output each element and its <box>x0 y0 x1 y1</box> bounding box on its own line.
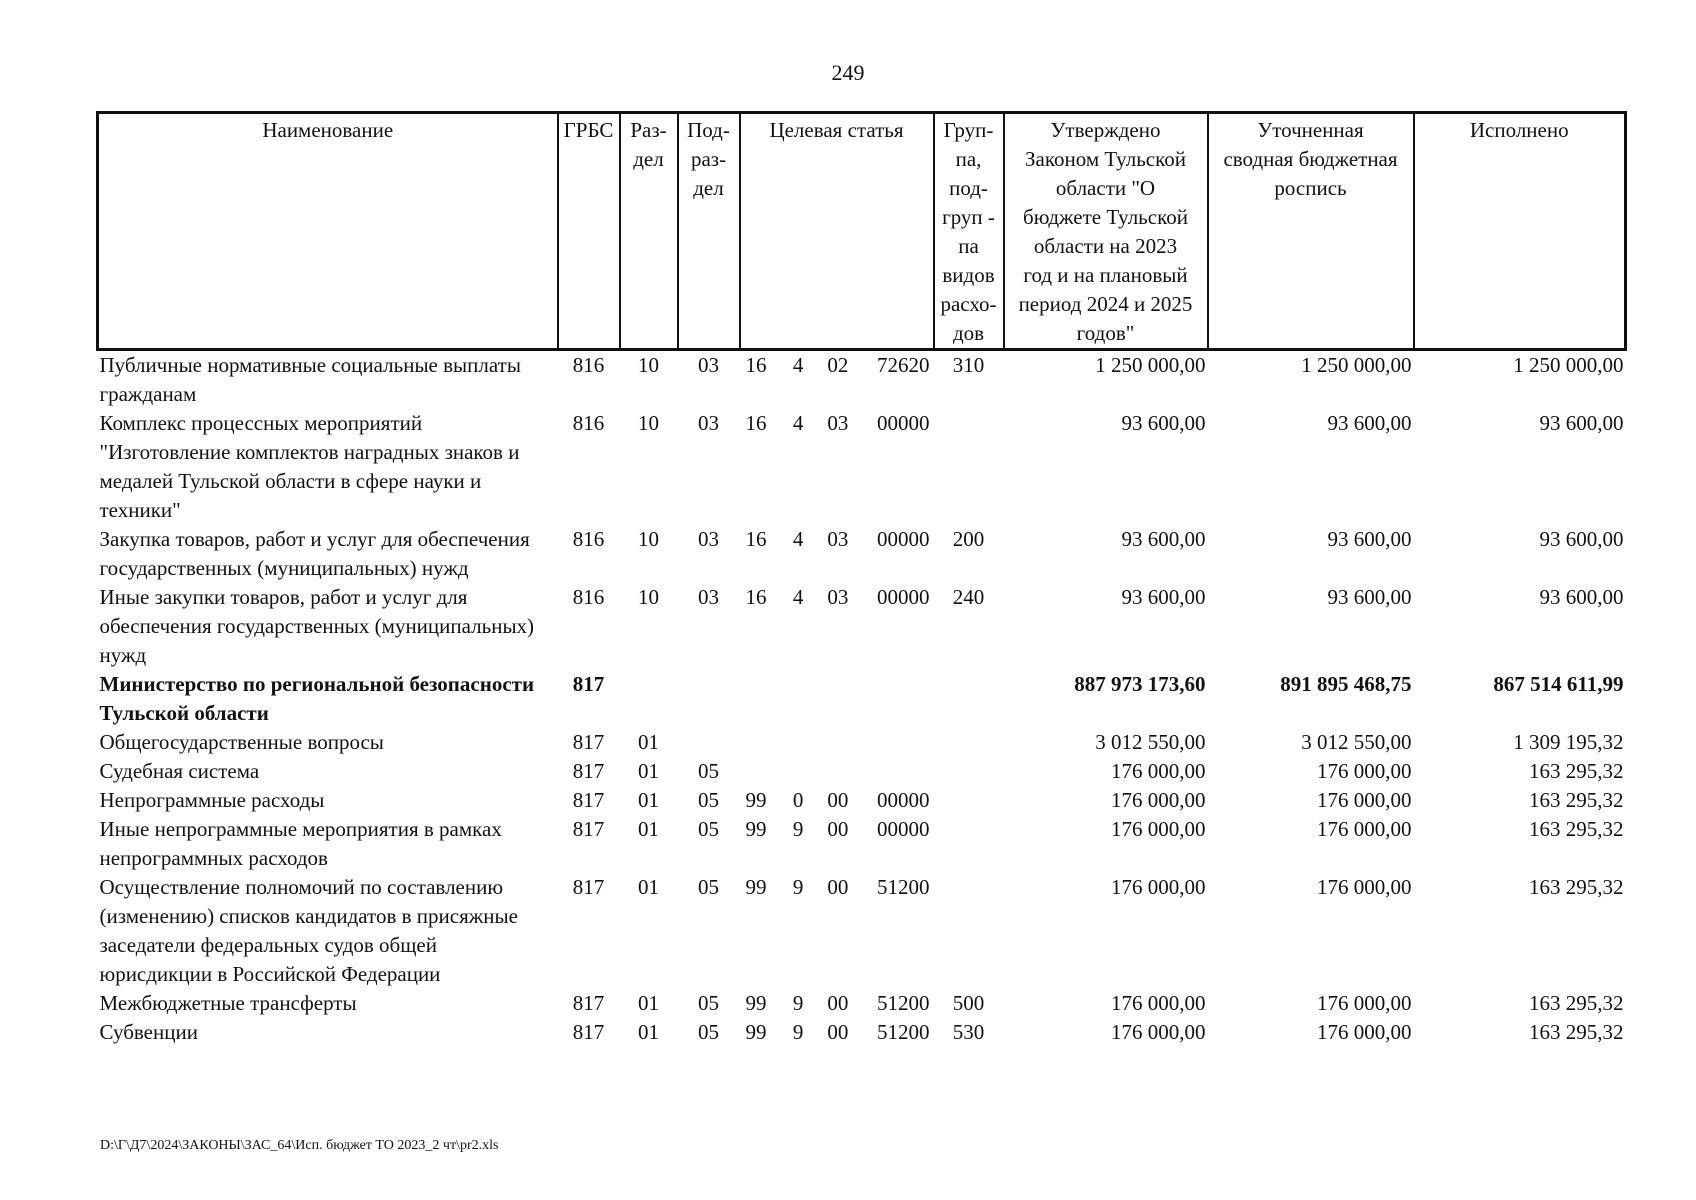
celevaya-statya-part: 51200 <box>876 991 930 1015</box>
budget-execution-table <box>96 111 1627 1047</box>
table-row <box>98 786 1626 815</box>
cell-razdel: 01 <box>638 1020 659 1044</box>
header-utverzhdeno: Утверждено Законом Тульской области "О бюджете Тульской области на 2023 год и на плановый период 2024 и 2025 годов" <box>1004 113 1208 350</box>
cell-razdel: 10 <box>638 353 659 377</box>
cell-utverzhdeno: 176 000,00 <box>1111 1020 1206 1044</box>
cell-celevaya-statya <box>740 409 934 525</box>
cell-razdel: 10 <box>638 527 659 551</box>
cell-podrazdel: 05 <box>698 1020 719 1044</box>
celevaya-statya-part: 00 <box>827 991 849 1015</box>
header-gruppa-vidov-rashodov: Груп- па, под- груп - па видов расхо- дов <box>934 113 1004 350</box>
header-utochnennaya-rospis: Уточненная сводная бюджетная роспись <box>1208 113 1414 350</box>
celevaya-statya-part: 03 <box>827 527 849 551</box>
cell-grbs: 816 <box>572 585 605 609</box>
cell-utverzhdeno: 93 600,00 <box>1121 411 1206 435</box>
cell-gruppa <box>934 670 1004 728</box>
cell-razdel: 01 <box>638 875 659 899</box>
cell-name: Общегосударственные вопросы <box>99 730 384 754</box>
cell-ispolneno: 163 295,32 <box>1529 788 1624 812</box>
cell-utverzhdeno: 176 000,00 <box>1111 991 1206 1015</box>
cell-utverzhdeno: 1 250 000,00 <box>1095 353 1206 377</box>
table-row <box>98 350 1626 410</box>
cell-utochnennaya: 176 000,00 <box>1317 759 1412 783</box>
header-podrazdel: Под- раз- дел <box>678 113 740 350</box>
celevaya-statya-part: 02 <box>827 353 849 377</box>
table-row <box>98 757 1626 786</box>
cell-grbs: 817 <box>572 788 605 812</box>
cell-ispolneno: 93 600,00 <box>1539 527 1624 551</box>
cell-celevaya-statya <box>740 350 934 410</box>
cell-grbs: 817 <box>572 875 605 899</box>
cell-razdel: 10 <box>638 585 659 609</box>
table-row <box>98 525 1626 583</box>
cell-podrazdel: 03 <box>698 353 719 377</box>
header-name: Наименование <box>98 113 558 350</box>
cell-ispolneno: 163 295,32 <box>1529 817 1624 841</box>
cell-name: Межбюджетные трансферты <box>99 991 357 1015</box>
file-path-footer: D:\Г\Д7\2024\ЗАКОНЫ\ЗАС_64\Исп. бюджет ТО 2023_2 чт\pr2.xls <box>100 1138 499 1153</box>
table-row <box>98 1018 1626 1047</box>
cell-ispolneno: 93 600,00 <box>1539 585 1624 609</box>
cell-name: Иные непрограммные мероприятия в рамках непрограммных расходов <box>99 817 502 870</box>
cell-gruppa: 200 <box>952 527 985 551</box>
header-razdel: Раз- дел <box>620 113 678 350</box>
cell-razdel: 01 <box>638 730 659 754</box>
cell-podrazdel: 05 <box>698 817 719 841</box>
cell-ispolneno: 163 295,32 <box>1529 875 1624 899</box>
page-number: 249 <box>831 60 865 85</box>
celevaya-statya-part: 72620 <box>876 353 930 377</box>
celevaya-statya-part: 16 <box>745 585 767 609</box>
cell-utochnennaya: 1 250 000,00 <box>1301 353 1412 377</box>
cell-celevaya-statya <box>740 757 934 786</box>
cell-gruppa <box>934 409 1004 525</box>
cell-utochnennaya: 176 000,00 <box>1317 991 1412 1015</box>
cell-grbs: 817 <box>572 1020 605 1044</box>
cell-podrazdel: 03 <box>698 411 719 435</box>
celevaya-statya-part: 00 <box>827 1020 849 1044</box>
table-header <box>98 113 1626 350</box>
cell-name: Комплекс процессных мероприятий "Изготовление комплектов наградных знаков и медалей Тульской области в сфере науки и техники" <box>99 411 520 522</box>
cell-podrazdel: 05 <box>698 788 719 812</box>
cell-utochnennaya: 93 600,00 <box>1327 585 1412 609</box>
table-row <box>98 670 1626 728</box>
table-body <box>98 350 1626 1048</box>
cell-celevaya-statya <box>740 670 934 728</box>
cell-utverzhdeno: 176 000,00 <box>1111 817 1206 841</box>
cell-celevaya-statya <box>740 786 934 815</box>
cell-name: Иные закупки товаров, работ и услуг для обеспечения государственных (муниципальных) нужд <box>99 585 535 667</box>
celevaya-statya-part: 03 <box>827 585 849 609</box>
cell-gruppa <box>934 786 1004 815</box>
table-row <box>98 815 1626 873</box>
celevaya-statya-part: 00000 <box>876 527 930 551</box>
cell-gruppa: 500 <box>952 991 985 1015</box>
cell-celevaya-statya <box>740 525 934 583</box>
cell-podrazdel: 05 <box>698 991 719 1015</box>
header-grbs: ГРБС <box>558 113 620 350</box>
celevaya-statya-part: 99 <box>745 875 767 899</box>
cell-utochnennaya: 176 000,00 <box>1317 1020 1412 1044</box>
celevaya-statya-part: 99 <box>745 1020 767 1044</box>
cell-celevaya-statya <box>740 873 934 989</box>
cell-utverzhdeno: 887 973 173,60 <box>1074 672 1206 696</box>
cell-celevaya-statya <box>740 583 934 670</box>
cell-utverzhdeno: 176 000,00 <box>1111 759 1206 783</box>
celevaya-statya-part: 99 <box>745 817 767 841</box>
cell-gruppa: 530 <box>952 1020 985 1044</box>
celevaya-statya-part: 51200 <box>876 1020 930 1044</box>
cell-name: Непрограммные расходы <box>99 788 325 812</box>
cell-ispolneno: 93 600,00 <box>1539 411 1624 435</box>
table-row <box>98 409 1626 525</box>
cell-name: Публичные нормативные социальные выплаты гражданам <box>99 353 521 406</box>
cell-gruppa: 310 <box>952 353 985 377</box>
celevaya-statya-part: 4 <box>792 411 804 435</box>
cell-podrazdel: 05 <box>698 875 719 899</box>
cell-celevaya-statya <box>740 1018 934 1047</box>
cell-ispolneno: 163 295,32 <box>1529 1020 1624 1044</box>
cell-celevaya-statya <box>740 728 934 757</box>
celevaya-statya-part: 00000 <box>876 411 930 435</box>
cell-utochnennaya: 891 895 468,75 <box>1280 672 1412 696</box>
cell-podrazdel <box>678 728 740 757</box>
celevaya-statya-part: 00000 <box>876 788 930 812</box>
cell-utochnennaya: 93 600,00 <box>1327 527 1412 551</box>
cell-utverzhdeno: 176 000,00 <box>1111 788 1206 812</box>
cell-razdel: 01 <box>638 817 659 841</box>
celevaya-statya-part: 9 <box>792 875 804 899</box>
cell-gruppa <box>934 873 1004 989</box>
cell-ispolneno: 163 295,32 <box>1529 991 1624 1015</box>
cell-grbs: 816 <box>572 353 605 377</box>
cell-utverzhdeno: 3 012 550,00 <box>1095 730 1206 754</box>
cell-ispolneno: 1 309 195,32 <box>1513 730 1624 754</box>
celevaya-statya-part: 00 <box>827 788 849 812</box>
cell-name: Субвенции <box>99 1020 198 1044</box>
cell-ispolneno: 163 295,32 <box>1529 759 1624 783</box>
celevaya-statya-part: 0 <box>792 788 804 812</box>
cell-utochnennaya: 176 000,00 <box>1317 788 1412 812</box>
celevaya-statya-part: 00000 <box>876 817 930 841</box>
cell-name: Министерство по региональной безопасности Тульской области <box>99 672 535 725</box>
cell-podrazdel: 03 <box>698 527 719 551</box>
cell-utochnennaya: 176 000,00 <box>1317 817 1412 841</box>
celevaya-statya-part: 99 <box>745 991 767 1015</box>
cell-grbs: 817 <box>572 991 605 1015</box>
cell-gruppa: 240 <box>952 585 985 609</box>
celevaya-statya-part: 9 <box>792 991 804 1015</box>
cell-podrazdel: 05 <box>698 759 719 783</box>
cell-name: Закупка товаров, работ и услуг для обеспечения государственных (муниципальных) нужд <box>99 527 530 580</box>
table-row <box>98 728 1626 757</box>
table-row <box>98 873 1626 989</box>
cell-name: Осуществление полномочий по составлению (изменению) списков кандидатов в присяжные заседатели федеральных судов общей юрисдикции в Российской Федерации <box>99 875 518 986</box>
celevaya-statya-part: 03 <box>827 411 849 435</box>
celevaya-statya-part: 99 <box>745 788 767 812</box>
cell-utochnennaya: 176 000,00 <box>1317 875 1412 899</box>
cell-gruppa <box>934 757 1004 786</box>
celevaya-statya-part: 16 <box>745 353 767 377</box>
celevaya-statya-part: 51200 <box>876 875 930 899</box>
cell-grbs: 816 <box>572 527 605 551</box>
header-celevaya-statya: Целевая статья <box>740 113 934 350</box>
celevaya-statya-part: 4 <box>792 527 804 551</box>
table-row <box>98 989 1626 1018</box>
cell-podrazdel: 03 <box>698 585 719 609</box>
celevaya-statya-part: 16 <box>745 527 767 551</box>
cell-utverzhdeno: 93 600,00 <box>1121 527 1206 551</box>
cell-grbs: 817 <box>572 672 605 696</box>
cell-razdel: 10 <box>638 411 659 435</box>
celevaya-statya-part: 16 <box>745 411 767 435</box>
celevaya-statya-part: 9 <box>792 817 804 841</box>
celevaya-statya-part: 4 <box>792 585 804 609</box>
celevaya-statya-part: 4 <box>792 353 804 377</box>
cell-celevaya-statya <box>740 815 934 873</box>
cell-ispolneno: 867 514 611,99 <box>1493 672 1624 696</box>
celevaya-statya-part: 00000 <box>876 585 930 609</box>
cell-utochnennaya: 93 600,00 <box>1327 411 1412 435</box>
cell-ispolneno: 1 250 000,00 <box>1513 353 1624 377</box>
cell-podrazdel <box>678 670 740 728</box>
cell-utochnennaya: 3 012 550,00 <box>1301 730 1412 754</box>
cell-grbs: 817 <box>572 730 605 754</box>
cell-name: Судебная система <box>99 759 260 783</box>
celevaya-statya-part: 00 <box>827 875 849 899</box>
cell-utverzhdeno: 93 600,00 <box>1121 585 1206 609</box>
cell-grbs: 817 <box>572 759 605 783</box>
cell-razdel: 01 <box>638 991 659 1015</box>
header-ispolneno: Исполнено <box>1414 113 1626 350</box>
cell-gruppa <box>934 815 1004 873</box>
cell-razdel <box>620 670 678 728</box>
cell-gruppa <box>934 728 1004 757</box>
cell-utverzhdeno: 176 000,00 <box>1111 875 1206 899</box>
cell-razdel: 01 <box>638 788 659 812</box>
table-row <box>98 583 1626 670</box>
cell-celevaya-statya <box>740 989 934 1018</box>
celevaya-statya-part: 00 <box>827 817 849 841</box>
cell-razdel: 01 <box>638 759 659 783</box>
cell-grbs: 817 <box>572 817 605 841</box>
cell-grbs: 816 <box>572 411 605 435</box>
celevaya-statya-part: 9 <box>792 1020 804 1044</box>
